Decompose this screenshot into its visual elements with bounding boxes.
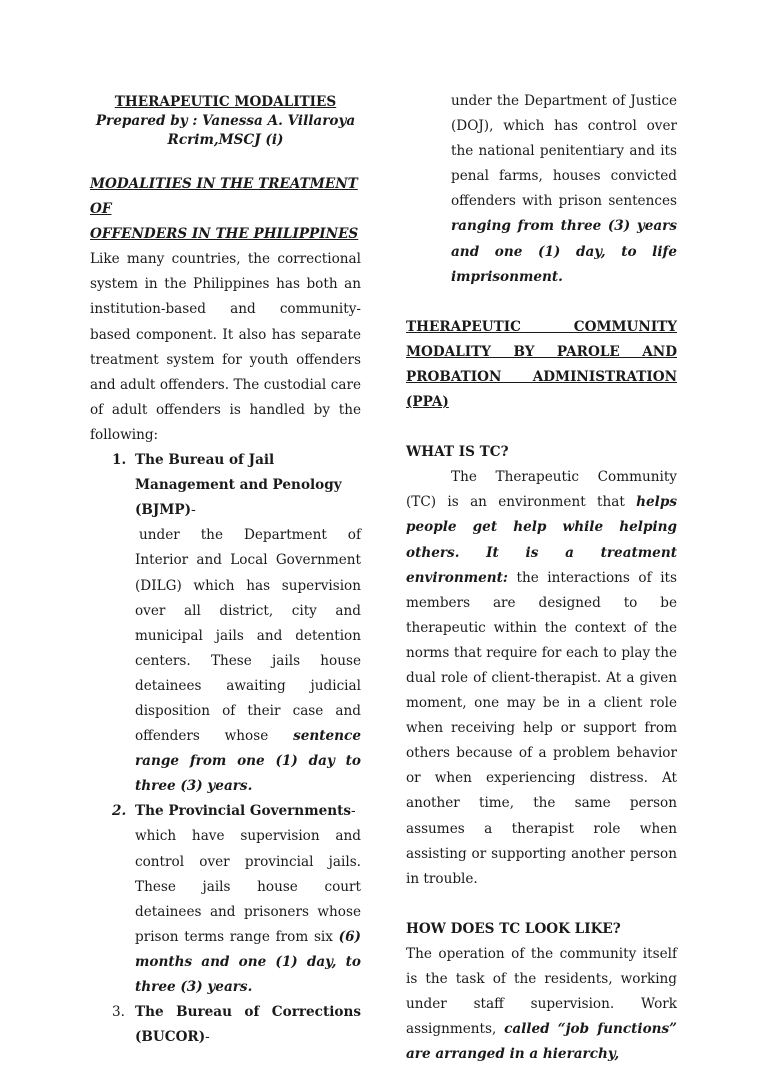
left-column [90, 89, 361, 1050]
paragraph-text: the interactions of its members are designed to be therapeutic within the context of the norms that require for each to play the dual role of client-therapist. At a given moment, one may be in a client role when receiving help or support from others because of a problem behavior or when experiencing distress. At another time, the same person assumes a therapist role when assisting or supporting another person in trouble. [406, 569, 677, 887]
list-item-title [135, 448, 361, 523]
list-number: 1. [112, 452, 127, 469]
list-number: 3. [112, 1004, 125, 1021]
list-item-bucor [90, 1000, 361, 1050]
list-item-title-text: The Bureau of Jail Management and Penology (BJMP) [135, 452, 342, 519]
tc-definition-paragraph [406, 465, 677, 892]
list-item-body [135, 824, 361, 1000]
document-title: THERAPEUTIC MODALITIES [114, 94, 337, 110]
paragraph-text: The Therapeutic Community (TC) is an environment that [406, 469, 677, 511]
continued-list-body [406, 89, 677, 290]
list-item-dash: - [205, 1029, 210, 1046]
list-item-emphasis: ranging from three (3) years and one (1) day, to life imprisonment. [451, 218, 677, 285]
right-column [406, 89, 677, 1067]
list-item-dash: - [351, 803, 356, 820]
list-item-title [135, 799, 361, 824]
list-item-text: which have supervision and control over provincial jails. These jails house court detainees and prisoners whose prison terms range from six [135, 828, 361, 945]
list-item-title-text: The Bureau of Corrections (BUCOR) [135, 1004, 361, 1046]
list-item-dash: - [191, 502, 196, 519]
intro-paragraph: Like many countries, the correctional system in the Philippines has both an institution-based and community-based component. It also has separate treatment system for youth offenders and adult offenders. The custodial care of adult offenders is handled by the following: [90, 251, 361, 443]
list-number: 2. [112, 803, 127, 820]
list-item-title [135, 1000, 361, 1050]
list-item-body [135, 523, 361, 799]
list-item-bjmp [90, 448, 361, 799]
list-item-emphasis: (6) months and one (1) day, to three (3) years. [135, 928, 361, 995]
section-heading-modalities [90, 172, 361, 247]
section-heading-line: OFFENDERS IN THE PHILIPPINES [90, 226, 359, 243]
author-line: Prepared by : Vanessa A. Villaroya [95, 113, 356, 129]
list-item-emphasis: sentence range from one (1) day to three (3) years. [135, 728, 361, 795]
list-item-text: under the Department of Justice (DOJ), which has control over the national penitentiary and its penal farms, houses convicted offenders with prison sentences [451, 93, 677, 210]
section-heading-tc: THERAPEUTIC COMMUNITY MODALITY BY PAROLE AND PROBATION ADMINISTRATION (PPA) [406, 318, 677, 411]
title-block [90, 93, 361, 150]
section-heading-line: MODALITIES IN THE TREATMENT OF [90, 176, 358, 218]
paragraph-text: The operation of the community itself is the task of the residents, working under staff supervision. Work assignments, [406, 945, 677, 1038]
list-item-title-text: The Provincial Governments [135, 803, 352, 820]
tc-operation-paragraph [406, 942, 677, 1067]
subheading-how-does-tc-look: HOW DOES TC LOOK LIKE? [406, 920, 621, 937]
paragraph-emphasis: helps people get help while helping others. It is a treatment environment: [406, 494, 677, 586]
list-item-text: under the Department of Interior and Local Government (DILG) which has supervision over all district, city and municipal jails and detention centers. These jails house detainees awaiting judicial disposition of their case and offenders whose [135, 527, 361, 745]
author-credentials: Rcrim,MSCJ (i) [167, 132, 284, 148]
paragraph-emphasis: called “job functions” are arranged in a hierarchy, [406, 1021, 677, 1063]
subheading-what-is-tc: WHAT IS TC? [406, 444, 509, 461]
list-item-provincial [90, 799, 361, 1000]
list-item-body [451, 89, 677, 290]
